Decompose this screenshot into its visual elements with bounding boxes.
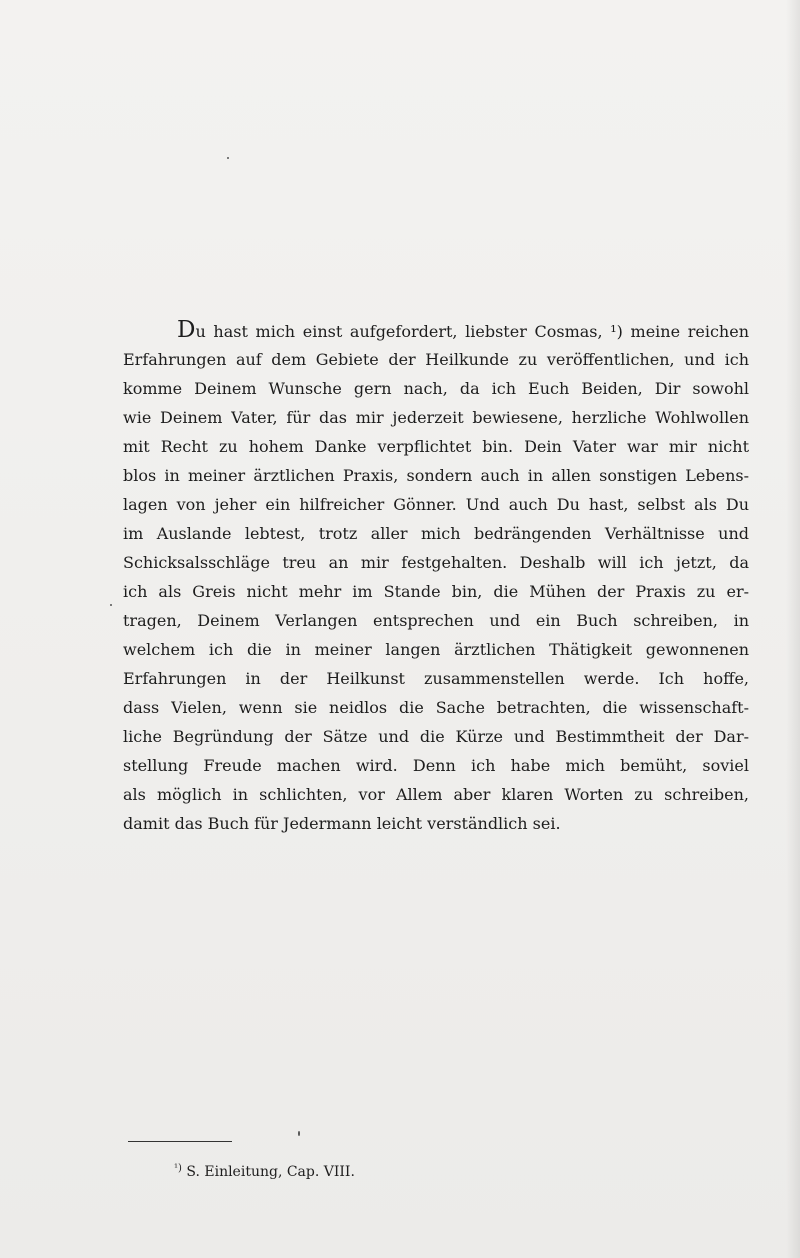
footnote-rule — [128, 1141, 232, 1142]
ink-speck — [110, 604, 112, 606]
text-line-1 — [123, 316, 749, 345]
text-line-16: stellung Freude machen wird. Denn ich habe mich bemüht, soviel — [123, 756, 749, 775]
ink-speck — [227, 157, 229, 159]
text-line-5: mit Recht zu hohem Danke verpflichtet bin. Dein Vater war mir nicht — [123, 437, 749, 456]
main-paragraph — [123, 316, 749, 838]
text-line-17: als möglich in schlichten, vor Allem aber klaren Worten zu schreiben, — [123, 785, 749, 804]
footnote — [174, 1164, 355, 1180]
footnote-marker: ¹) — [174, 1163, 182, 1174]
text-line-9: Schicksalsschläge treu an mir festgehalten. Deshalb will ich jetzt, da — [123, 553, 749, 572]
text-line-12: welchem ich die in meiner langen ärztlichen Thätigkeit gewonnenen — [123, 640, 749, 659]
text-line-1-rest: u hast mich einst aufgefordert, liebster Cosmas, ¹) meine reichen — [195, 322, 749, 341]
footnote-text: S. Einleitung, Cap. VIII. — [186, 1164, 355, 1180]
text-line-13: Erfahrungen in der Heilkunst zusammenstellen werde. Ich hoffe, — [123, 669, 749, 688]
ink-speck — [298, 1131, 300, 1136]
text-line-3: komme Deinem Wunsche gern nach, da ich Euch Beiden, Dir sowohl — [123, 379, 749, 398]
text-line-14: dass Vielen, wenn sie neidlos die Sache betrachten, die wissenschaft- — [123, 698, 749, 717]
text-line-8: im Auslande lebtest, trotz aller mich bedrängenden Verhältnisse und — [123, 524, 749, 543]
text-line-10: ich als Greis nicht mehr im Stande bin, die Mühen der Praxis zu er- — [123, 582, 749, 601]
text-line-6: blos in meiner ärztlichen Praxis, sondern auch in allen sonstigen Lebens- — [123, 466, 749, 485]
text-line-11: tragen, Deinem Verlangen entsprechen und ein Buch schreiben, in — [123, 611, 749, 630]
text-line-18: damit das Buch für Jedermann leicht verständlich sei. — [123, 814, 561, 833]
text-line-7: lagen von jeher ein hilfreicher Gönner. Und auch Du hast, selbst als Du — [123, 495, 749, 514]
drop-capital: D — [177, 317, 196, 343]
text-line-2: Erfahrungen auf dem Gebiete der Heilkunde zu veröffentlichen, und ich — [123, 350, 749, 369]
text-line-15: liche Begründung der Sätze und die Kürze und Bestimmtheit der Dar- — [123, 727, 749, 746]
text-line-4: wie Deinem Vater, für das mir jederzeit bewiesene, herzliche Wohlwollen — [123, 408, 749, 427]
